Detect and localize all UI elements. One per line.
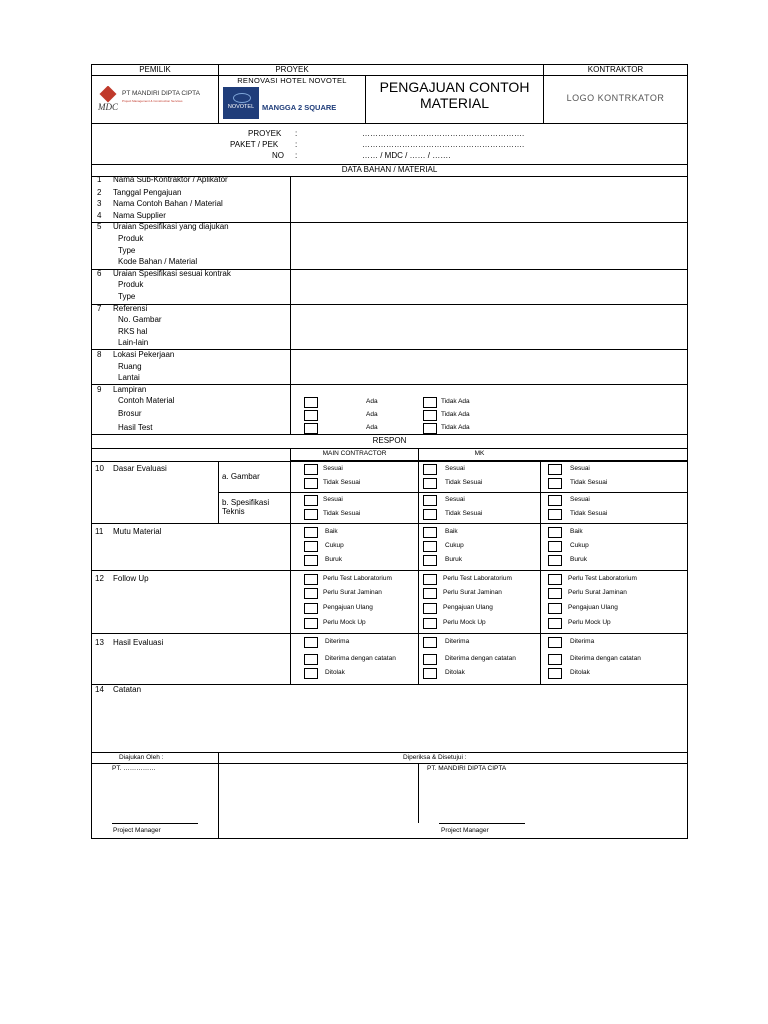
checkbox-tidak-sesuai[interactable] bbox=[304, 478, 318, 489]
option-label: Cukup bbox=[325, 542, 344, 549]
option-label: Tidak Sesuai bbox=[323, 479, 361, 486]
owner-tagline: Project Management & Construction Services bbox=[122, 99, 183, 103]
checkbox-diterima-catatan[interactable] bbox=[423, 654, 437, 665]
option-label: Tidak Sesuai bbox=[445, 510, 483, 517]
option-label: Perlu Test Laboratorium bbox=[323, 575, 392, 582]
checkbox-surat-jaminan[interactable] bbox=[423, 588, 437, 599]
checkbox-buruk[interactable] bbox=[548, 555, 562, 566]
checkbox-surat-jaminan[interactable] bbox=[304, 588, 318, 599]
diperiksa-label: Diperiksa & Disetujui : bbox=[403, 754, 467, 761]
item-label: Referensi bbox=[113, 304, 148, 313]
checkbox-mock-up[interactable] bbox=[304, 618, 318, 629]
checkbox-brosur-ada[interactable] bbox=[304, 410, 318, 421]
option-label: Baik bbox=[325, 528, 338, 535]
item-sublabel: No. Gambar bbox=[118, 315, 162, 324]
col-proyek-header: PROYEK bbox=[275, 65, 309, 74]
item-sublabel: Type bbox=[118, 246, 136, 255]
checkbox-ditolak[interactable] bbox=[304, 668, 318, 679]
item-number: 9 bbox=[97, 385, 102, 394]
item-number: 7 bbox=[97, 304, 102, 313]
item-sublabel: Produk bbox=[118, 280, 144, 289]
checkbox-baik[interactable] bbox=[548, 527, 562, 538]
checkbox-brosur-tidak-ada[interactable] bbox=[423, 410, 437, 421]
checkbox-tidak-sesuai[interactable] bbox=[423, 509, 437, 520]
tidak-ada-label: Tidak Ada bbox=[441, 411, 470, 418]
pm-right: Project Manager bbox=[441, 827, 489, 834]
signature-area-left[interactable] bbox=[95, 776, 215, 821]
item-number: 3 bbox=[97, 199, 102, 208]
item-label: Follow Up bbox=[113, 574, 149, 583]
item-sublabel: RKS hal bbox=[118, 327, 148, 336]
item-sublabel: Type bbox=[118, 292, 136, 301]
option-label: Ditolak bbox=[445, 669, 465, 676]
checkbox-diterima[interactable] bbox=[548, 637, 562, 648]
checkbox-tidak-sesuai[interactable] bbox=[548, 478, 562, 489]
item-label: Tanggal Pengajuan bbox=[113, 188, 182, 197]
option-label: Diterima bbox=[445, 638, 470, 645]
owner-company-name: PT MANDIRI DIPTA CIPTA bbox=[122, 90, 201, 97]
diajukan-label: Diajukan Oleh : bbox=[119, 754, 164, 761]
option-label: Perlu Test Laboratorium bbox=[443, 575, 512, 582]
checkbox-sesuai[interactable] bbox=[304, 464, 318, 475]
option-label: Pengajuan Ulang bbox=[568, 604, 618, 611]
col-mk: MK bbox=[474, 450, 485, 457]
pt-right: PT. MANDIRI DIPTA CIPTA bbox=[427, 765, 507, 772]
tidak-ada-label: Tidak Ada bbox=[441, 398, 470, 405]
project-name: RENOVASI HOTEL NOVOTEL bbox=[237, 76, 347, 85]
option-label: Diterima dengan catatan bbox=[325, 655, 396, 662]
option-label: Sesuai bbox=[445, 496, 465, 503]
item-number: 13 bbox=[95, 638, 104, 647]
checkbox-ditolak[interactable] bbox=[423, 668, 437, 679]
checkbox-cukup[interactable] bbox=[548, 541, 562, 552]
no-value[interactable]: …… / MDC / …… / ……. bbox=[362, 151, 451, 160]
pt-left[interactable]: PT. …………… bbox=[112, 765, 156, 772]
checkbox-baik[interactable] bbox=[423, 527, 437, 538]
checkbox-diterima-catatan[interactable] bbox=[548, 654, 562, 665]
item-label: Nama Sub-Kontraktor / Aplikator bbox=[113, 175, 228, 184]
checkbox-tidak-sesuai[interactable] bbox=[548, 509, 562, 520]
option-label: Tidak Sesuai bbox=[570, 479, 608, 486]
checkbox-test-lab[interactable] bbox=[548, 574, 562, 585]
option-label: Perlu Mock Up bbox=[323, 619, 366, 626]
item-label: Nama Supplier bbox=[113, 211, 166, 220]
form-title-line1: PENGAJUAN CONTOH bbox=[379, 79, 530, 95]
item-sublabel: Produk bbox=[118, 234, 144, 243]
option-label: Buruk bbox=[570, 556, 587, 563]
checkbox-contoh-tidak-ada[interactable] bbox=[423, 397, 437, 408]
item-label: Uraian Spesifikasi yang diajukan bbox=[113, 222, 229, 231]
checkbox-cukup[interactable] bbox=[423, 541, 437, 552]
item-label: Hasil Evaluasi bbox=[113, 638, 164, 647]
option-label: Sesuai bbox=[323, 465, 343, 472]
item-sublabel: Lain-lain bbox=[118, 338, 149, 347]
item-sublabel: Kode Bahan / Material bbox=[118, 257, 198, 266]
checkbox-test-ada[interactable] bbox=[304, 423, 318, 434]
col-main-contractor: MAIN CONTRACTOR bbox=[322, 450, 387, 457]
item-sublabel: Brosur bbox=[118, 409, 142, 418]
contractor-logo-placeholder: LOGO KONTRKATOR bbox=[566, 93, 665, 103]
option-label: Pengajuan Ulang bbox=[323, 604, 373, 611]
ada-label: Ada bbox=[366, 424, 378, 431]
checkbox-mock-up[interactable] bbox=[548, 618, 562, 629]
checkbox-test-lab[interactable] bbox=[423, 574, 437, 585]
option-label: Cukup bbox=[445, 542, 464, 549]
novotel-logo: NOVOTEL bbox=[223, 87, 259, 119]
item-label: Catatan bbox=[113, 685, 142, 694]
svg-text:MDC: MDC bbox=[98, 102, 118, 112]
col-pemilik-header: PEMILIK bbox=[139, 65, 171, 74]
form-title-line2: MATERIAL bbox=[420, 95, 489, 111]
tidak-ada-label: Tidak Ada bbox=[441, 424, 470, 431]
checkbox-sesuai[interactable] bbox=[548, 495, 562, 506]
checkbox-cukup[interactable] bbox=[304, 541, 318, 552]
option-label: Perlu Surat Jaminan bbox=[443, 589, 502, 596]
checkbox-mock-up[interactable] bbox=[423, 618, 437, 629]
option-label: Cukup bbox=[570, 542, 589, 549]
option-label: Buruk bbox=[445, 556, 462, 563]
item-sublabel: Contoh Material bbox=[118, 396, 175, 405]
option-label: Tidak Sesuai bbox=[323, 510, 361, 517]
option-label: Tidak Sesuai bbox=[445, 479, 483, 486]
item-number: 5 bbox=[97, 222, 102, 231]
option-label: Baik bbox=[445, 528, 458, 535]
option-label: Baik bbox=[570, 528, 583, 535]
option-label: Sesuai bbox=[570, 465, 590, 472]
checkbox-buruk[interactable] bbox=[304, 555, 318, 566]
item-label: Uraian Spesifikasi sesuai kontrak bbox=[113, 269, 231, 278]
option-label: Perlu Surat Jaminan bbox=[323, 589, 382, 596]
checkbox-ditolak[interactable] bbox=[548, 668, 562, 679]
checkbox-tidak-sesuai[interactable] bbox=[304, 509, 318, 520]
proyek-colon: : bbox=[295, 129, 298, 138]
checkbox-sesuai[interactable] bbox=[423, 495, 437, 506]
paket-value[interactable]: ……………………………………………………. bbox=[362, 140, 525, 149]
checkbox-test-tidak-ada[interactable] bbox=[423, 423, 437, 434]
catatan-field[interactable] bbox=[160, 686, 685, 750]
item-number: 4 bbox=[97, 211, 102, 220]
item-number: 10 bbox=[95, 464, 104, 473]
option-label: Sesuai bbox=[445, 465, 465, 472]
option-label: Perlu Mock Up bbox=[443, 619, 486, 626]
checkbox-baik[interactable] bbox=[304, 527, 318, 538]
checkbox-surat-jaminan[interactable] bbox=[548, 588, 562, 599]
checkbox-sesuai[interactable] bbox=[423, 464, 437, 475]
option-label: Perlu Mock Up bbox=[568, 619, 611, 626]
teknis-label: Teknis bbox=[222, 507, 245, 516]
checkbox-sesuai[interactable] bbox=[304, 495, 318, 506]
mangga-logo: MANGGA 2 SQUARE bbox=[262, 103, 337, 112]
proyek-label: PROYEK bbox=[248, 129, 282, 138]
option-label: Diterima bbox=[325, 638, 350, 645]
no-colon: : bbox=[295, 151, 298, 160]
no-label: NO bbox=[272, 151, 284, 160]
paket-label: PAKET / PEK bbox=[230, 140, 279, 149]
signature-area-right[interactable] bbox=[422, 776, 542, 821]
option-label: Buruk bbox=[325, 556, 342, 563]
proyek-value[interactable]: ……………………………………………………. bbox=[362, 129, 525, 138]
option-label: Ditolak bbox=[570, 669, 590, 676]
checkbox-diterima[interactable] bbox=[304, 637, 318, 648]
item-number: 12 bbox=[95, 574, 104, 583]
option-label: Tidak Sesuai bbox=[570, 510, 608, 517]
item-number: 1 bbox=[97, 175, 102, 184]
option-label: Diterima bbox=[570, 638, 595, 645]
owner-logo bbox=[98, 86, 216, 114]
item-label: Mutu Material bbox=[113, 527, 162, 536]
option-label: Diterima dengan catatan bbox=[445, 655, 516, 662]
checkbox-tidak-sesuai[interactable] bbox=[423, 478, 437, 489]
checkbox-pengajuan-ulang[interactable] bbox=[548, 603, 562, 614]
ada-label: Ada bbox=[366, 398, 378, 405]
item-sublabel: Lantai bbox=[118, 373, 140, 382]
item-number: 6 bbox=[97, 269, 102, 278]
item-sublabel: Ruang bbox=[118, 362, 142, 371]
item-label: Lampiran bbox=[113, 385, 147, 394]
option-label: Diterima dengan catatan bbox=[570, 655, 641, 662]
item-number: 2 bbox=[97, 188, 102, 197]
checkbox-test-lab[interactable] bbox=[304, 574, 318, 585]
paket-colon: : bbox=[295, 140, 298, 149]
section-title-data: DATA BAHAN / MATERIAL bbox=[341, 165, 438, 174]
pm-left: Project Manager bbox=[113, 827, 161, 834]
item-label: Dasar Evaluasi bbox=[113, 464, 167, 473]
checkbox-diterima-catatan[interactable] bbox=[304, 654, 318, 665]
option-label: Perlu Test Laboratorium bbox=[568, 575, 637, 582]
item-sublabel: Hasil Test bbox=[118, 423, 153, 432]
section-title-respon: RESPON bbox=[372, 436, 407, 445]
item-label: Nama Contoh Bahan / Material bbox=[113, 199, 223, 208]
col-kontraktor-header: KONTRAKTOR bbox=[587, 65, 644, 74]
checkbox-diterima[interactable] bbox=[423, 637, 437, 648]
gambar-label: a. Gambar bbox=[222, 472, 260, 481]
item-number: 14 bbox=[95, 685, 104, 694]
checkbox-sesuai[interactable] bbox=[548, 464, 562, 475]
checkbox-buruk[interactable] bbox=[423, 555, 437, 566]
option-label: Sesuai bbox=[323, 496, 343, 503]
item-number: 8 bbox=[97, 350, 102, 359]
checkbox-contoh-ada[interactable] bbox=[304, 397, 318, 408]
option-label: Pengajuan Ulang bbox=[443, 604, 493, 611]
item-number: 11 bbox=[95, 527, 104, 536]
option-label: Sesuai bbox=[570, 496, 590, 503]
checkbox-pengajuan-ulang[interactable] bbox=[304, 603, 318, 614]
option-label: Perlu Surat Jaminan bbox=[568, 589, 627, 596]
item-label: Lokasi Pekerjaan bbox=[113, 350, 175, 359]
ada-label: Ada bbox=[366, 411, 378, 418]
spesifikasi-label: b. Spesifikasi bbox=[222, 498, 270, 507]
checkbox-pengajuan-ulang[interactable] bbox=[423, 603, 437, 614]
option-label: Ditolak bbox=[325, 669, 345, 676]
